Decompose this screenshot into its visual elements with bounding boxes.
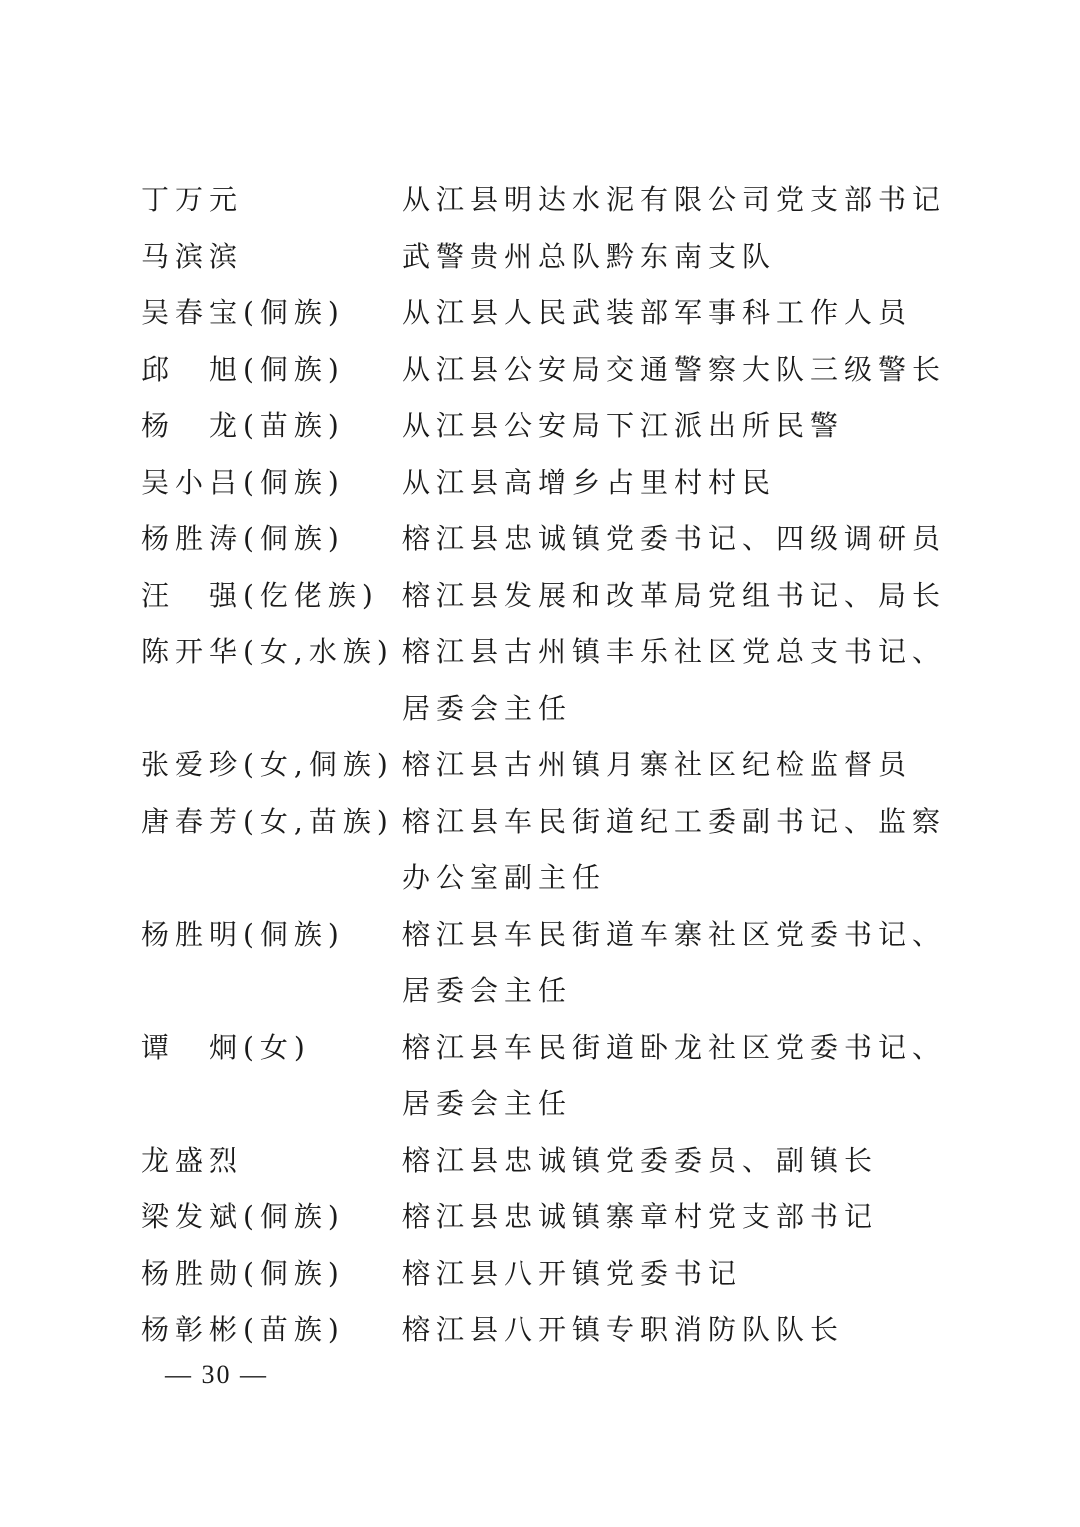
person-title: 榕江县古州镇丰乐社区党总支书记、居委会主任 [402, 635, 947, 725]
list-item [0, 1302, 1080, 1359]
person-name: 杨彰彬(苗族) [141, 1313, 345, 1346]
person-name: 杨胜勋(侗族) [141, 1256, 345, 1290]
person-title: 从江县明达水泥有限公司党支部书记 [402, 183, 947, 216]
person-title: 榕江县忠诚镇党委书记、四级调研员 [402, 522, 947, 555]
personnel-list [0, 172, 1080, 1359]
person-name: 龙盛烈 [141, 1143, 244, 1177]
person-title: 从江县高增乡占里村村民 [402, 465, 777, 499]
list-item [0, 398, 1080, 455]
person-name: 唐春芳(女,苗族) [141, 804, 394, 838]
person-title: 榕江县忠诚镇寨章村党支部书记 [402, 1200, 879, 1233]
list-item [0, 737, 1080, 794]
person-title: 从江县公安局交通警察大队三级警长 [402, 352, 947, 386]
person-name: 杨 龙(苗族) [141, 409, 345, 442]
person-name: 杨胜明(侗族) [141, 917, 345, 951]
list-item [0, 285, 1080, 342]
list-item [0, 1020, 1080, 1133]
person-name: 杨胜涛(侗族) [141, 522, 345, 555]
person-title: 榕江县车民街道卧龙社区党委书记、居委会主任 [402, 1030, 947, 1120]
person-title: 榕江县忠诚镇党委委员、副镇长 [402, 1143, 879, 1177]
list-item [0, 229, 1080, 286]
person-title: 武警贵州总队黔东南支队 [402, 239, 777, 273]
person-name: 张爱珍(女,侗族) [141, 748, 394, 781]
list-item [0, 794, 1080, 907]
list-item [0, 624, 1080, 737]
person-title: 从江县公安局下江派出所民警 [402, 409, 845, 442]
person-title: 榕江县古州镇月寨社区纪检监督员 [402, 748, 913, 781]
list-item [0, 907, 1080, 1020]
person-title: 榕江县八开镇专职消防队队长 [402, 1313, 845, 1346]
person-title: 榕江县八开镇党委书记 [402, 1256, 743, 1290]
person-title: 榕江县发展和改革局党组书记、局长 [402, 578, 947, 612]
person-name: 梁发斌(侗族) [141, 1200, 345, 1233]
list-item [0, 1133, 1080, 1190]
list-item [0, 1189, 1080, 1246]
person-title: 榕江县车民街道纪工委副书记、监察办公室副主任 [402, 804, 947, 894]
person-title: 榕江县车民街道车寨社区党委书记、居委会主任 [402, 917, 947, 1007]
person-name: 汪 强(仡佬族) [141, 578, 379, 612]
list-item [0, 511, 1080, 568]
person-name: 陈开华(女,水族) [141, 635, 394, 668]
person-name: 丁万元 [141, 183, 244, 216]
person-name: 谭 炯(女) [141, 1030, 311, 1064]
list-item [0, 455, 1080, 512]
list-item [0, 342, 1080, 399]
person-name: 吴春宝(侗族) [141, 296, 345, 329]
person-name: 邱 旭(侗族) [141, 352, 345, 386]
person-name: 马滨滨 [141, 239, 244, 273]
page-number: — 30 — [165, 1360, 268, 1389]
list-item [0, 568, 1080, 625]
person-title: 从江县人民武装部军事科工作人员 [402, 296, 913, 329]
list-item [0, 172, 1080, 229]
list-item [0, 1246, 1080, 1303]
person-name: 吴小吕(侗族) [141, 465, 345, 499]
